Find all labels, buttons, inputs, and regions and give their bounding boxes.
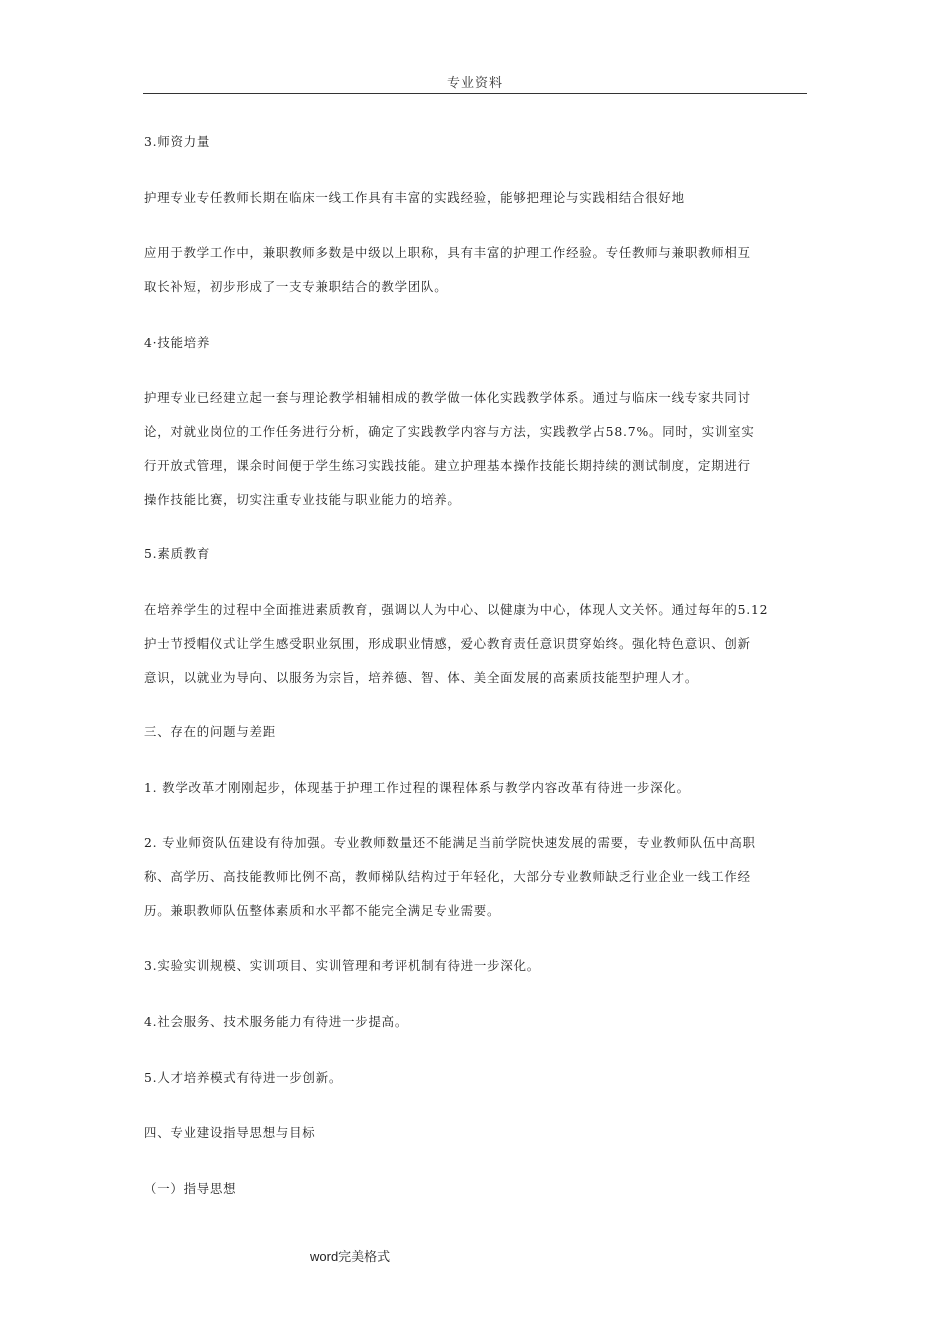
paragraph xyxy=(144,780,808,796)
paragraph xyxy=(144,390,808,508)
paragraph-line: 护士节授帽仪式让学生感受职业氛围，形成职业情感，爱心教育责任意识贯穿始终。强化特色意识、创新 xyxy=(144,636,751,651)
paragraph xyxy=(144,602,808,686)
paragraph-line: 历。兼职教师队伍整体素质和水平都不能完全满足专业需要。 xyxy=(144,903,501,918)
paragraph xyxy=(144,1181,808,1197)
paragraph-line: 3.师资力量 xyxy=(144,134,211,149)
paragraph-line: 2. 专业师资队伍建设有待加强。专业教师数量还不能满足当前学院快速发展的需要，专业教师队伍中高职 xyxy=(144,835,756,850)
paragraph xyxy=(144,134,808,150)
paragraph xyxy=(144,245,808,295)
paragraph-line: 三、存在的问题与差距 xyxy=(144,724,276,739)
paragraph xyxy=(144,835,808,919)
paragraph xyxy=(144,1070,808,1086)
page-header-title: 专业资料 xyxy=(446,76,503,91)
paragraph-line: 护理专业已经建立起一套与理论教学相辅相成的教学做一体化实践教学体系。通过与临床一线专家共同讨 xyxy=(144,390,751,405)
paragraph-line: 操作技能比赛，切实注重专业技能与职业能力的培养。 xyxy=(144,492,461,507)
paragraph-line: 在培养学生的过程中全面推进素质教育，强调以人为中心、以健康为中心，体现人文关怀。通过每年的5.12 xyxy=(144,602,769,617)
paragraph-line: 5.人才培养模式有待进一步创新。 xyxy=(144,1070,343,1085)
header-divider xyxy=(143,93,807,94)
paragraph-line: 四、专业建设指导思想与目标 xyxy=(144,1125,316,1140)
paragraph-line: 论，对就业岗位的工作任务进行分析，确定了实践教学内容与方法，实践教学占58.7%。同时，实训室实 xyxy=(144,424,755,439)
paragraph-line: 应用于教学工作中，兼职教师多数是中级以上职称，具有丰富的护理工作经验。专任教师与兼职教师相互 xyxy=(144,245,751,260)
paragraph-line: 取长补短，初步形成了一支专兼职结合的教学团队。 xyxy=(144,279,448,294)
paragraph xyxy=(144,190,808,206)
paragraph xyxy=(144,1014,808,1030)
paragraph xyxy=(144,724,808,740)
paragraph xyxy=(144,958,808,974)
paragraph-line: 4·技能培养 xyxy=(144,335,211,350)
paragraph-line: 护理专业专任教师长期在临床一线工作具有丰富的实践经验，能够把理论与实践相结合很好地 xyxy=(144,190,685,205)
paragraph-line: 行开放式管理，课余时间便于学生练习实践技能。建立护理基本操作技能长期持续的测试制度，定期进行 xyxy=(144,458,751,473)
paragraph-line: 意识，以就业为导向、以服务为宗旨，培养德、智、体、美全面发展的高素质技能型护理人才。 xyxy=(144,670,699,685)
paragraph-line: 1. 教学改革才刚刚起步，体现基于护理工作过程的课程体系与教学内容改革有待进一步深化。 xyxy=(144,780,690,795)
paragraph-line: 5.素质教育 xyxy=(144,546,211,561)
paragraph-line: （一）指导思想 xyxy=(144,1181,237,1196)
paragraph xyxy=(144,1125,808,1141)
paragraph xyxy=(144,335,808,351)
paragraph xyxy=(144,546,808,562)
paragraph-line: 4.社会服务、技术服务能力有待进一步提高。 xyxy=(144,1014,409,1029)
page-footer: word完美格式 xyxy=(310,1249,391,1264)
paragraph-line: 称、高学历、高技能教师比例不高，教师梯队结构过于年轻化，大部分专业教师缺乏行业企业一线工作经 xyxy=(144,869,751,884)
paragraph-line: 3.实验实训规模、实训项目、实训管理和考评机制有待进一步深化。 xyxy=(144,958,540,973)
